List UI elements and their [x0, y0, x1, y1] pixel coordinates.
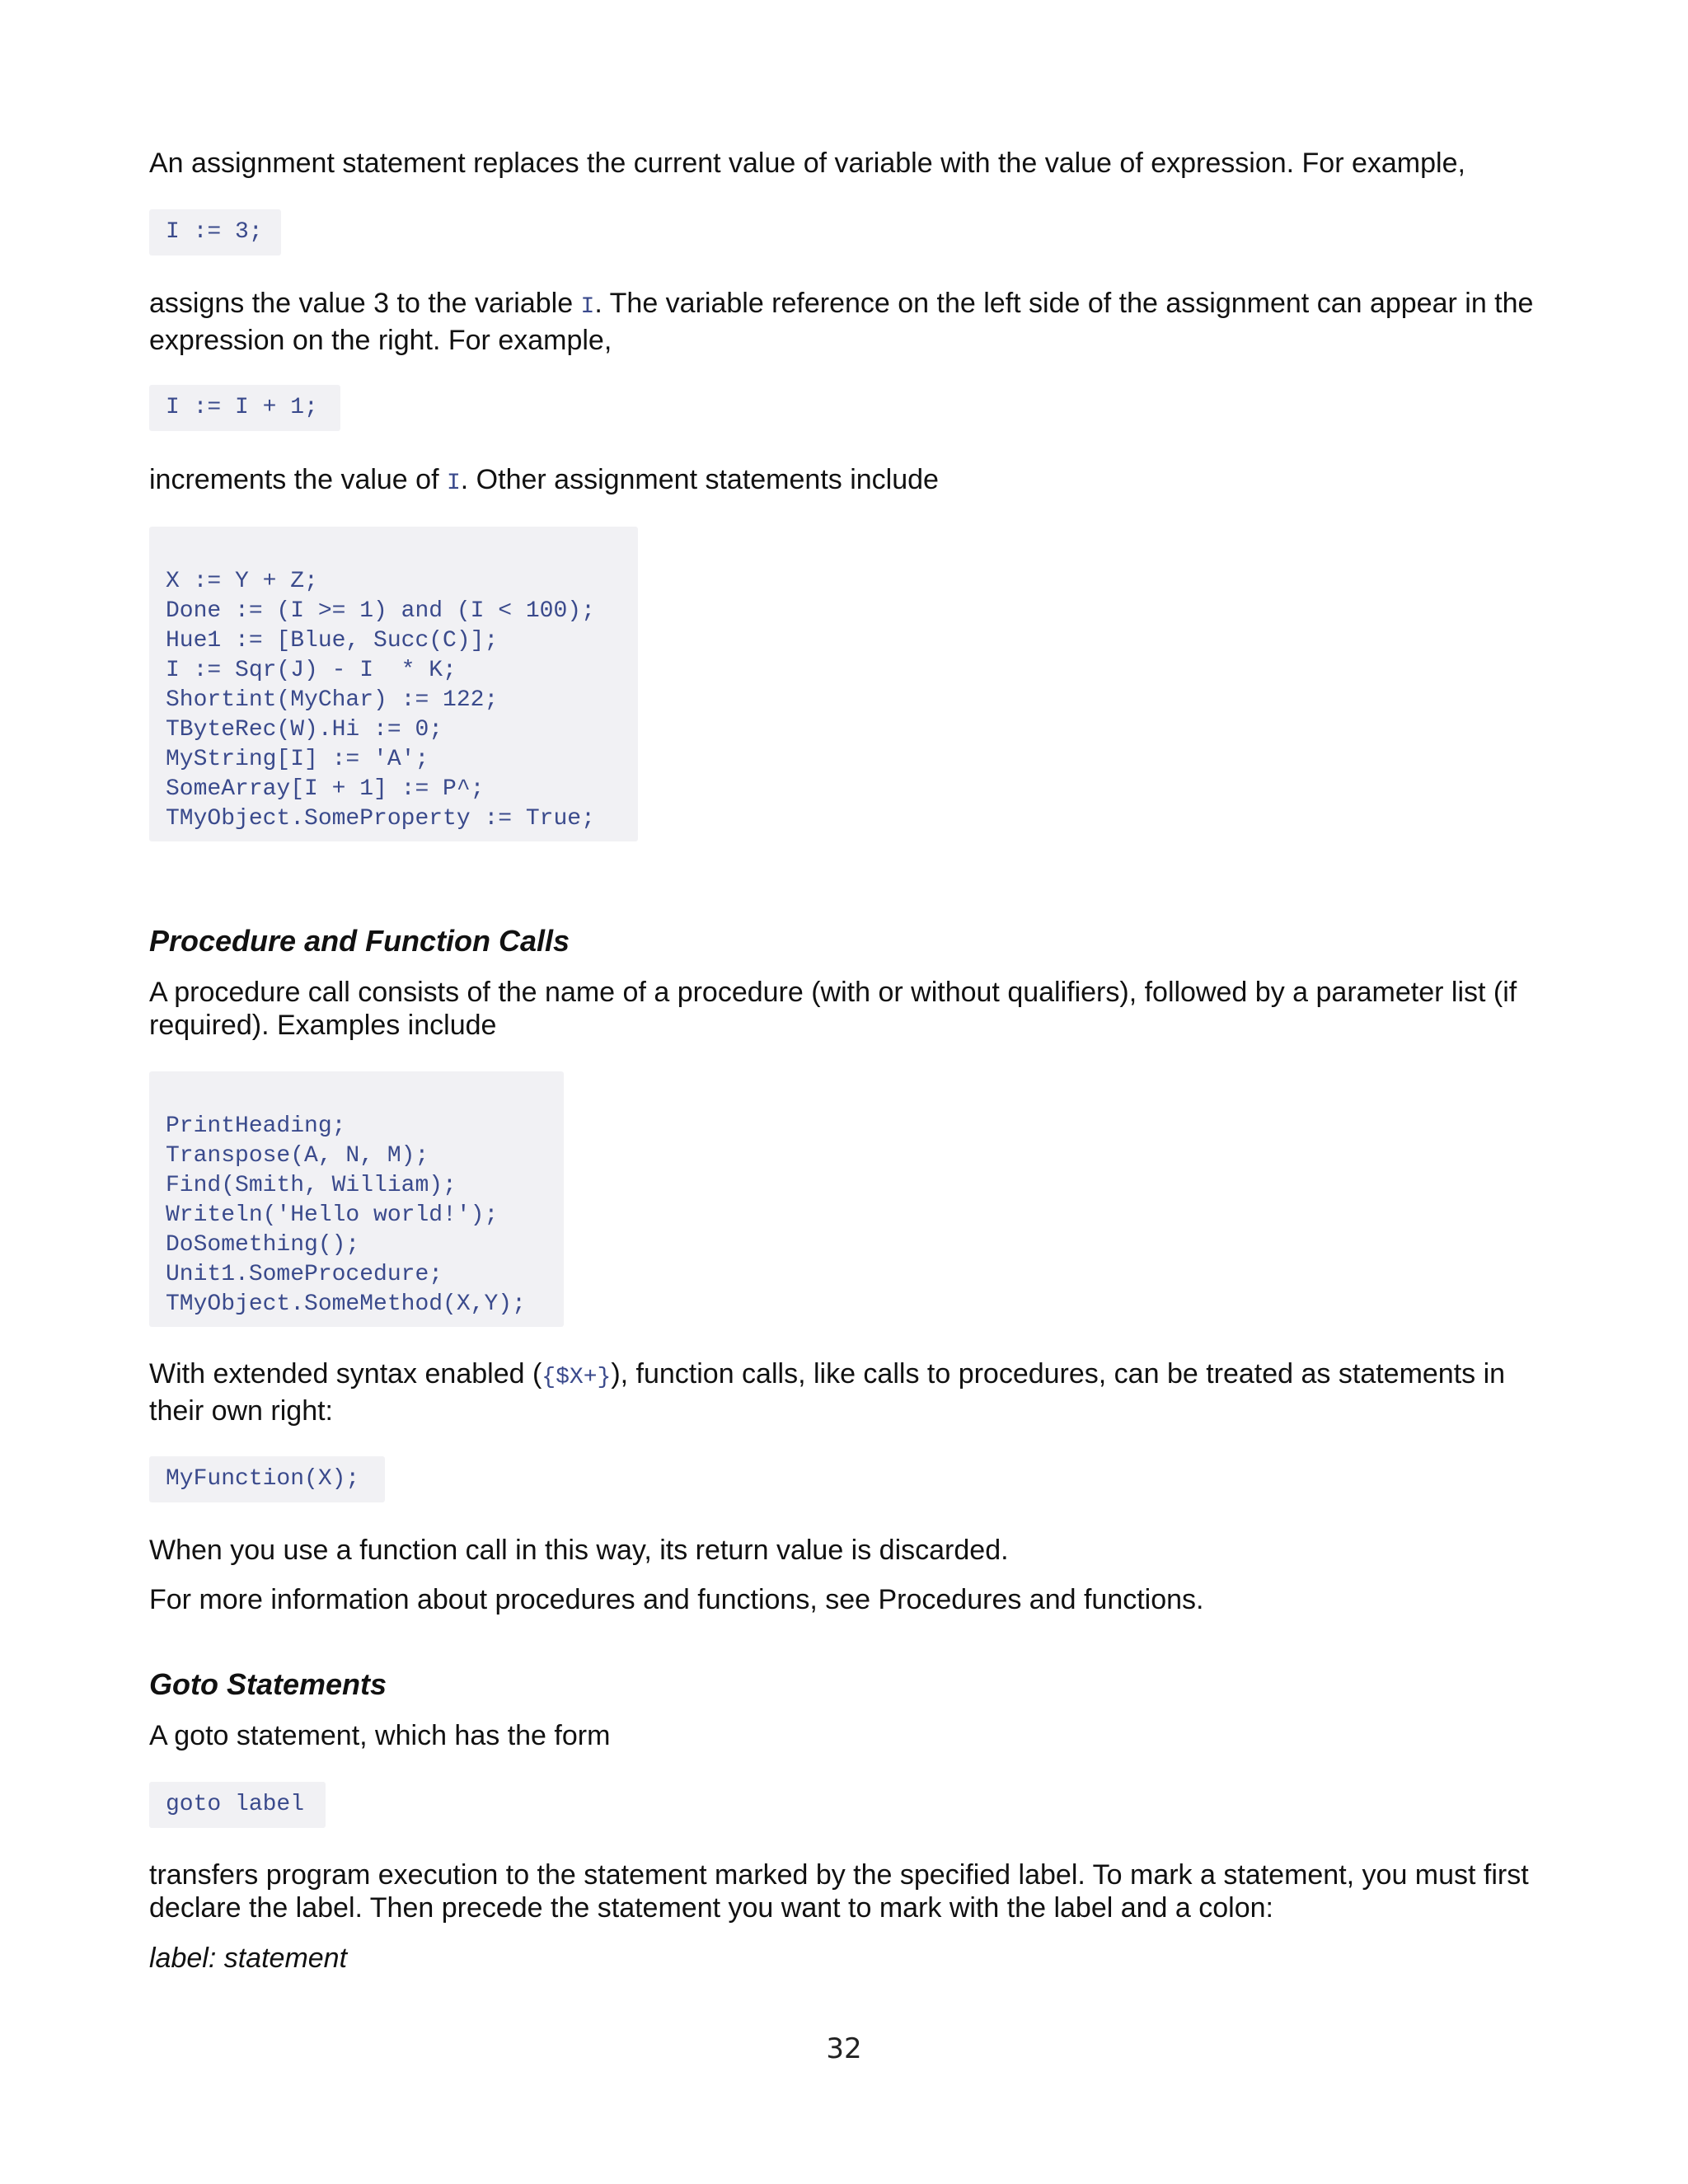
inline-code: I — [580, 294, 595, 320]
code-example-assign-3 — [149, 209, 281, 255]
code-line: Find(Smith, William); — [166, 1173, 457, 1198]
code-line: Writeln('Hello world!'); — [166, 1202, 499, 1228]
code-line: TByteRec(W).Hi := 0; — [166, 717, 443, 743]
code-line: DoSomething(); — [166, 1232, 360, 1258]
code-line: I := 3; — [166, 219, 263, 245]
text-span: ), function calls, like calls to procedures, can be treated as statements in their own right: — [149, 1358, 1506, 1427]
code-line: Hue1 := [Blue, Succ(C)]; — [166, 628, 499, 654]
text-span: . Other assignment statements include — [460, 464, 939, 495]
assignment-explain-1 — [149, 287, 1550, 357]
code-line: SomeArray[I + 1] := P^; — [166, 776, 485, 802]
code-line: Shortint(MyChar) := 122; — [166, 687, 499, 713]
code-line: Unit1.SomeProcedure; — [166, 1262, 443, 1287]
code-line: MyFunction(X); — [166, 1466, 360, 1492]
code-block-calls — [149, 1071, 564, 1327]
page-number: 32 — [826, 2032, 862, 2065]
extended-syntax-text — [149, 1357, 1550, 1427]
assignment-intro: An assignment statement replaces the current value of variable with the value of expression. For example, — [149, 148, 1465, 179]
text-span: increments the value of — [149, 464, 447, 495]
assignment-explain-2 — [149, 463, 1550, 500]
text-span: With extended syntax enabled ( — [149, 1358, 542, 1390]
code-line: TMyObject.SomeProperty := True; — [166, 806, 595, 832]
code-line: goto label — [166, 1792, 305, 1817]
label-statement-form: label: statement — [149, 1943, 348, 1974]
code-line: I := Sqr(J) - I * K; — [166, 658, 457, 683]
code-line: Transpose(A, N, M); — [166, 1143, 429, 1169]
discard-text: When you use a function call in this way, its return value is discarded. — [149, 1535, 1009, 1566]
code-line: X := Y + Z; — [166, 569, 318, 594]
goto-explain: transfers program execution to the statement marked by the specified label. To mark a statement, you must first declare the label. Then precede the statement you want to mark with the label and a colon: — [149, 1859, 1529, 1924]
code-example-function — [149, 1456, 385, 1502]
code-line: Done := (I >= 1) and (I < 100); — [166, 598, 595, 624]
code-line: TMyObject.SomeMethod(X,Y); — [166, 1291, 526, 1317]
code-line: PrintHeading; — [166, 1113, 346, 1139]
code-example-increment — [149, 385, 340, 431]
text-span: . The variable reference on the left side of the assignment can appear in the expression on the right. For example, — [149, 288, 1534, 356]
calls-intro: A procedure call consists of the name of a procedure (with or without qualifiers), followed by a parameter list (if required). Examples include — [149, 977, 1517, 1041]
inline-code: {$X+} — [542, 1365, 612, 1390]
section-heading-calls: Procedure and Function Calls — [149, 924, 570, 958]
inline-code: I — [446, 471, 461, 496]
code-example-goto — [149, 1782, 326, 1828]
code-block-assignments — [149, 527, 638, 841]
section-heading-goto: Goto Statements — [149, 1667, 387, 1701]
text-span: assigns the value 3 to the variable — [149, 288, 581, 319]
goto-intro: A goto statement, which has the form — [149, 1720, 611, 1751]
code-line: I := I + 1; — [166, 395, 318, 420]
code-line: MyString[I] := 'A'; — [166, 747, 429, 772]
more-info-text: For more information about procedures and functions, see Procedures and functions. — [149, 1584, 1204, 1615]
